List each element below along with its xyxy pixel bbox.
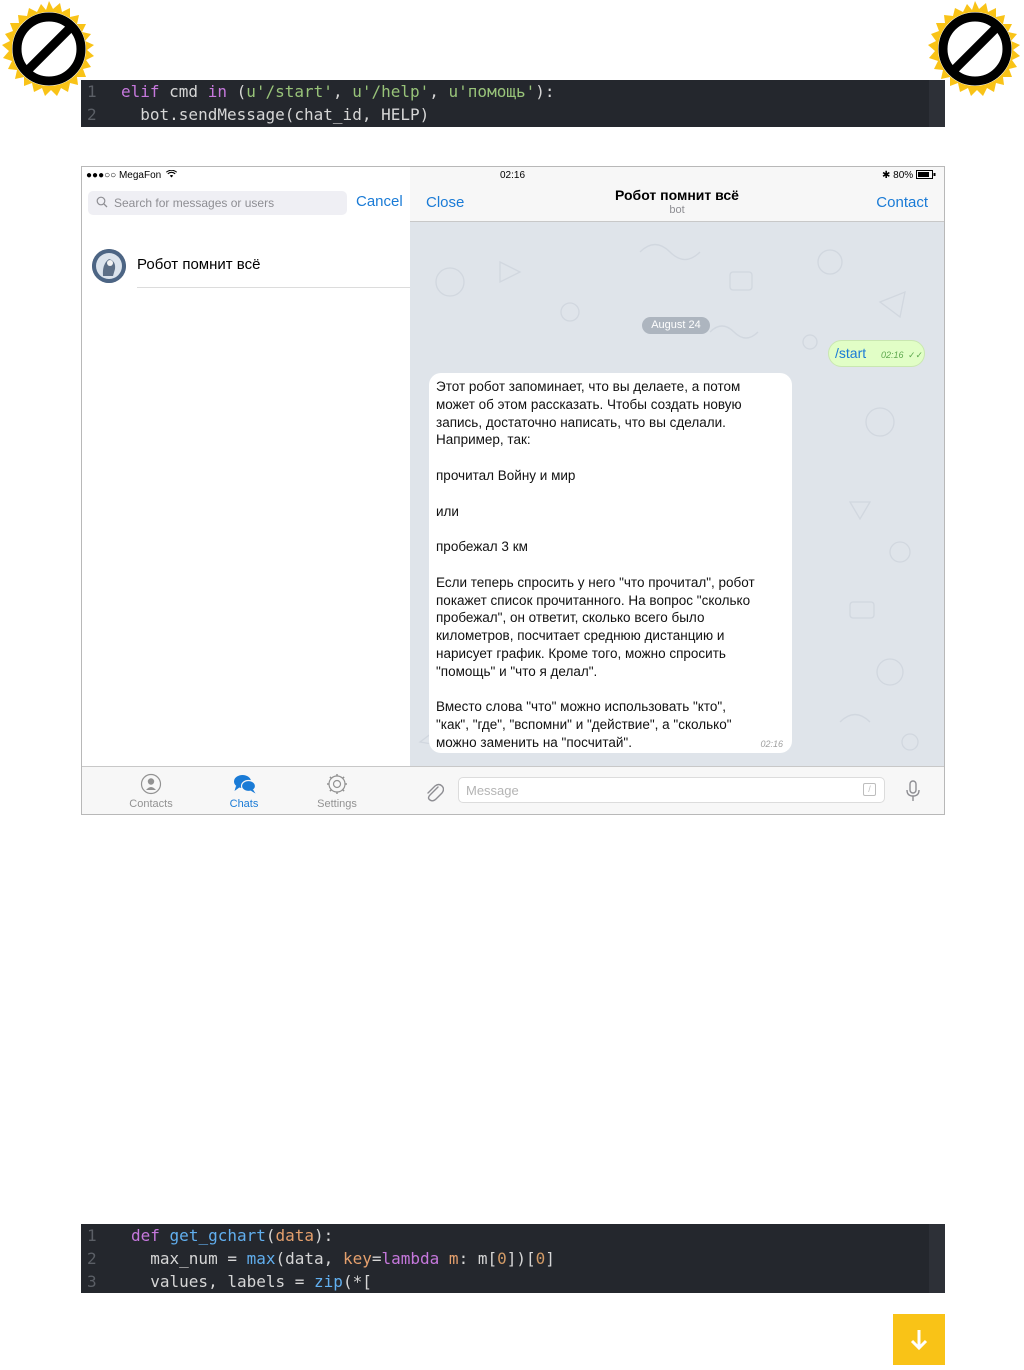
incoming-message[interactable] [429, 373, 792, 753]
tab-bar [82, 766, 410, 814]
line-number: 1 [87, 82, 97, 101]
arrow-down-icon [893, 1314, 945, 1365]
chats-icon [233, 773, 257, 795]
chat-title: Робот помнит всё [615, 187, 739, 203]
battery-icon [916, 170, 936, 179]
chat-subtitle: bot [669, 204, 685, 216]
download-button[interactable] [893, 1314, 945, 1365]
tab-settings[interactable] [292, 767, 382, 814]
tab-contacts[interactable] [106, 767, 196, 814]
tab-label: Chats [229, 798, 259, 810]
message-input-bar [410, 766, 944, 814]
tab-label: Settings [317, 798, 357, 810]
wifi-icon [166, 170, 177, 178]
search-bar[interactable] [88, 191, 347, 215]
code-line [81, 1247, 945, 1270]
date-separator: August 24 [642, 317, 710, 334]
message-field[interactable] [458, 777, 885, 803]
code-line [81, 80, 945, 103]
avatar [92, 249, 126, 283]
line-number: 3 [87, 1272, 97, 1291]
read-checkmarks-icon: ✓✓ [908, 350, 924, 360]
microphone-icon[interactable] [906, 780, 920, 802]
code-text: elif cmd in (u'/start', u'/help', u'помощь'): [121, 82, 555, 101]
tab-label: Contacts [129, 798, 173, 810]
settings-icon [326, 773, 348, 795]
conversation-panel [410, 167, 944, 814]
contact-button[interactable]: Contact [876, 194, 928, 211]
divider [137, 287, 410, 288]
code-text: values, labels = zip(*[ [131, 1272, 372, 1291]
conversation-header [410, 167, 944, 222]
status-carrier: ●●●○○ MegaFon [86, 167, 177, 185]
code-text: max_num = max(data, key=lambda m: m[0])[0] [131, 1249, 555, 1268]
attach-icon[interactable] [424, 781, 444, 803]
line-number: 2 [87, 1249, 97, 1268]
message-text: /start [835, 345, 867, 361]
code-block-bottom [81, 1224, 945, 1293]
code-text: def get_gchart(data): [131, 1226, 334, 1245]
search-input[interactable] [114, 193, 338, 213]
line-number: 1 [87, 1226, 97, 1245]
bluetooth-icon: ✱ [882, 170, 891, 181]
message-input[interactable] [466, 781, 846, 799]
chat-list-item[interactable] [82, 241, 410, 289]
message-time: 02:16 [760, 739, 783, 749]
status-time: 02:16 [500, 170, 526, 181]
outgoing-message[interactable] [828, 340, 925, 367]
bot-command-icon[interactable]: / [863, 783, 876, 796]
code-block-top [81, 80, 945, 127]
line-number: 2 [87, 105, 97, 124]
code-line [81, 1224, 945, 1247]
search-icon [96, 196, 108, 208]
tab-chats[interactable] [199, 767, 289, 814]
message-text: Этот робот запоминает, что вы делаете, а потом может об этом рассказать. Чтобы создать новую запись, достаточно написать, что вы сделали. Например, так: прочитал Войну и мир или пробежал 3 км Если теперь спросить у него "что прочитал", робот покажет список прочитанного. На вопрос "сколько пробежал", он ответит, сколько всего было километров, посчитает среднюю дистанцию и нарисует график. Кроме того, можно спросить "помощь" и "что я делал". Вместо слова "что" можно использовать "кто", "как", "где", "вспомни" и "действие", а "сколько" можно заменить на "посчитай". [436, 379, 755, 750]
chat-name: Робот помнит всё [137, 256, 261, 273]
contacts-icon [140, 773, 162, 795]
code-text: bot.sendMessage(chat_id, HELP) [121, 105, 430, 124]
status-battery: ✱ 80% [882, 167, 936, 185]
telegram-ipad-screenshot [81, 166, 945, 815]
code-line [81, 1270, 945, 1293]
code-line [81, 103, 945, 126]
cancel-button[interactable]: Cancel [356, 193, 403, 210]
close-button[interactable]: Close [426, 194, 465, 211]
chats-panel [82, 167, 411, 814]
message-time: 02:16 [881, 350, 904, 360]
